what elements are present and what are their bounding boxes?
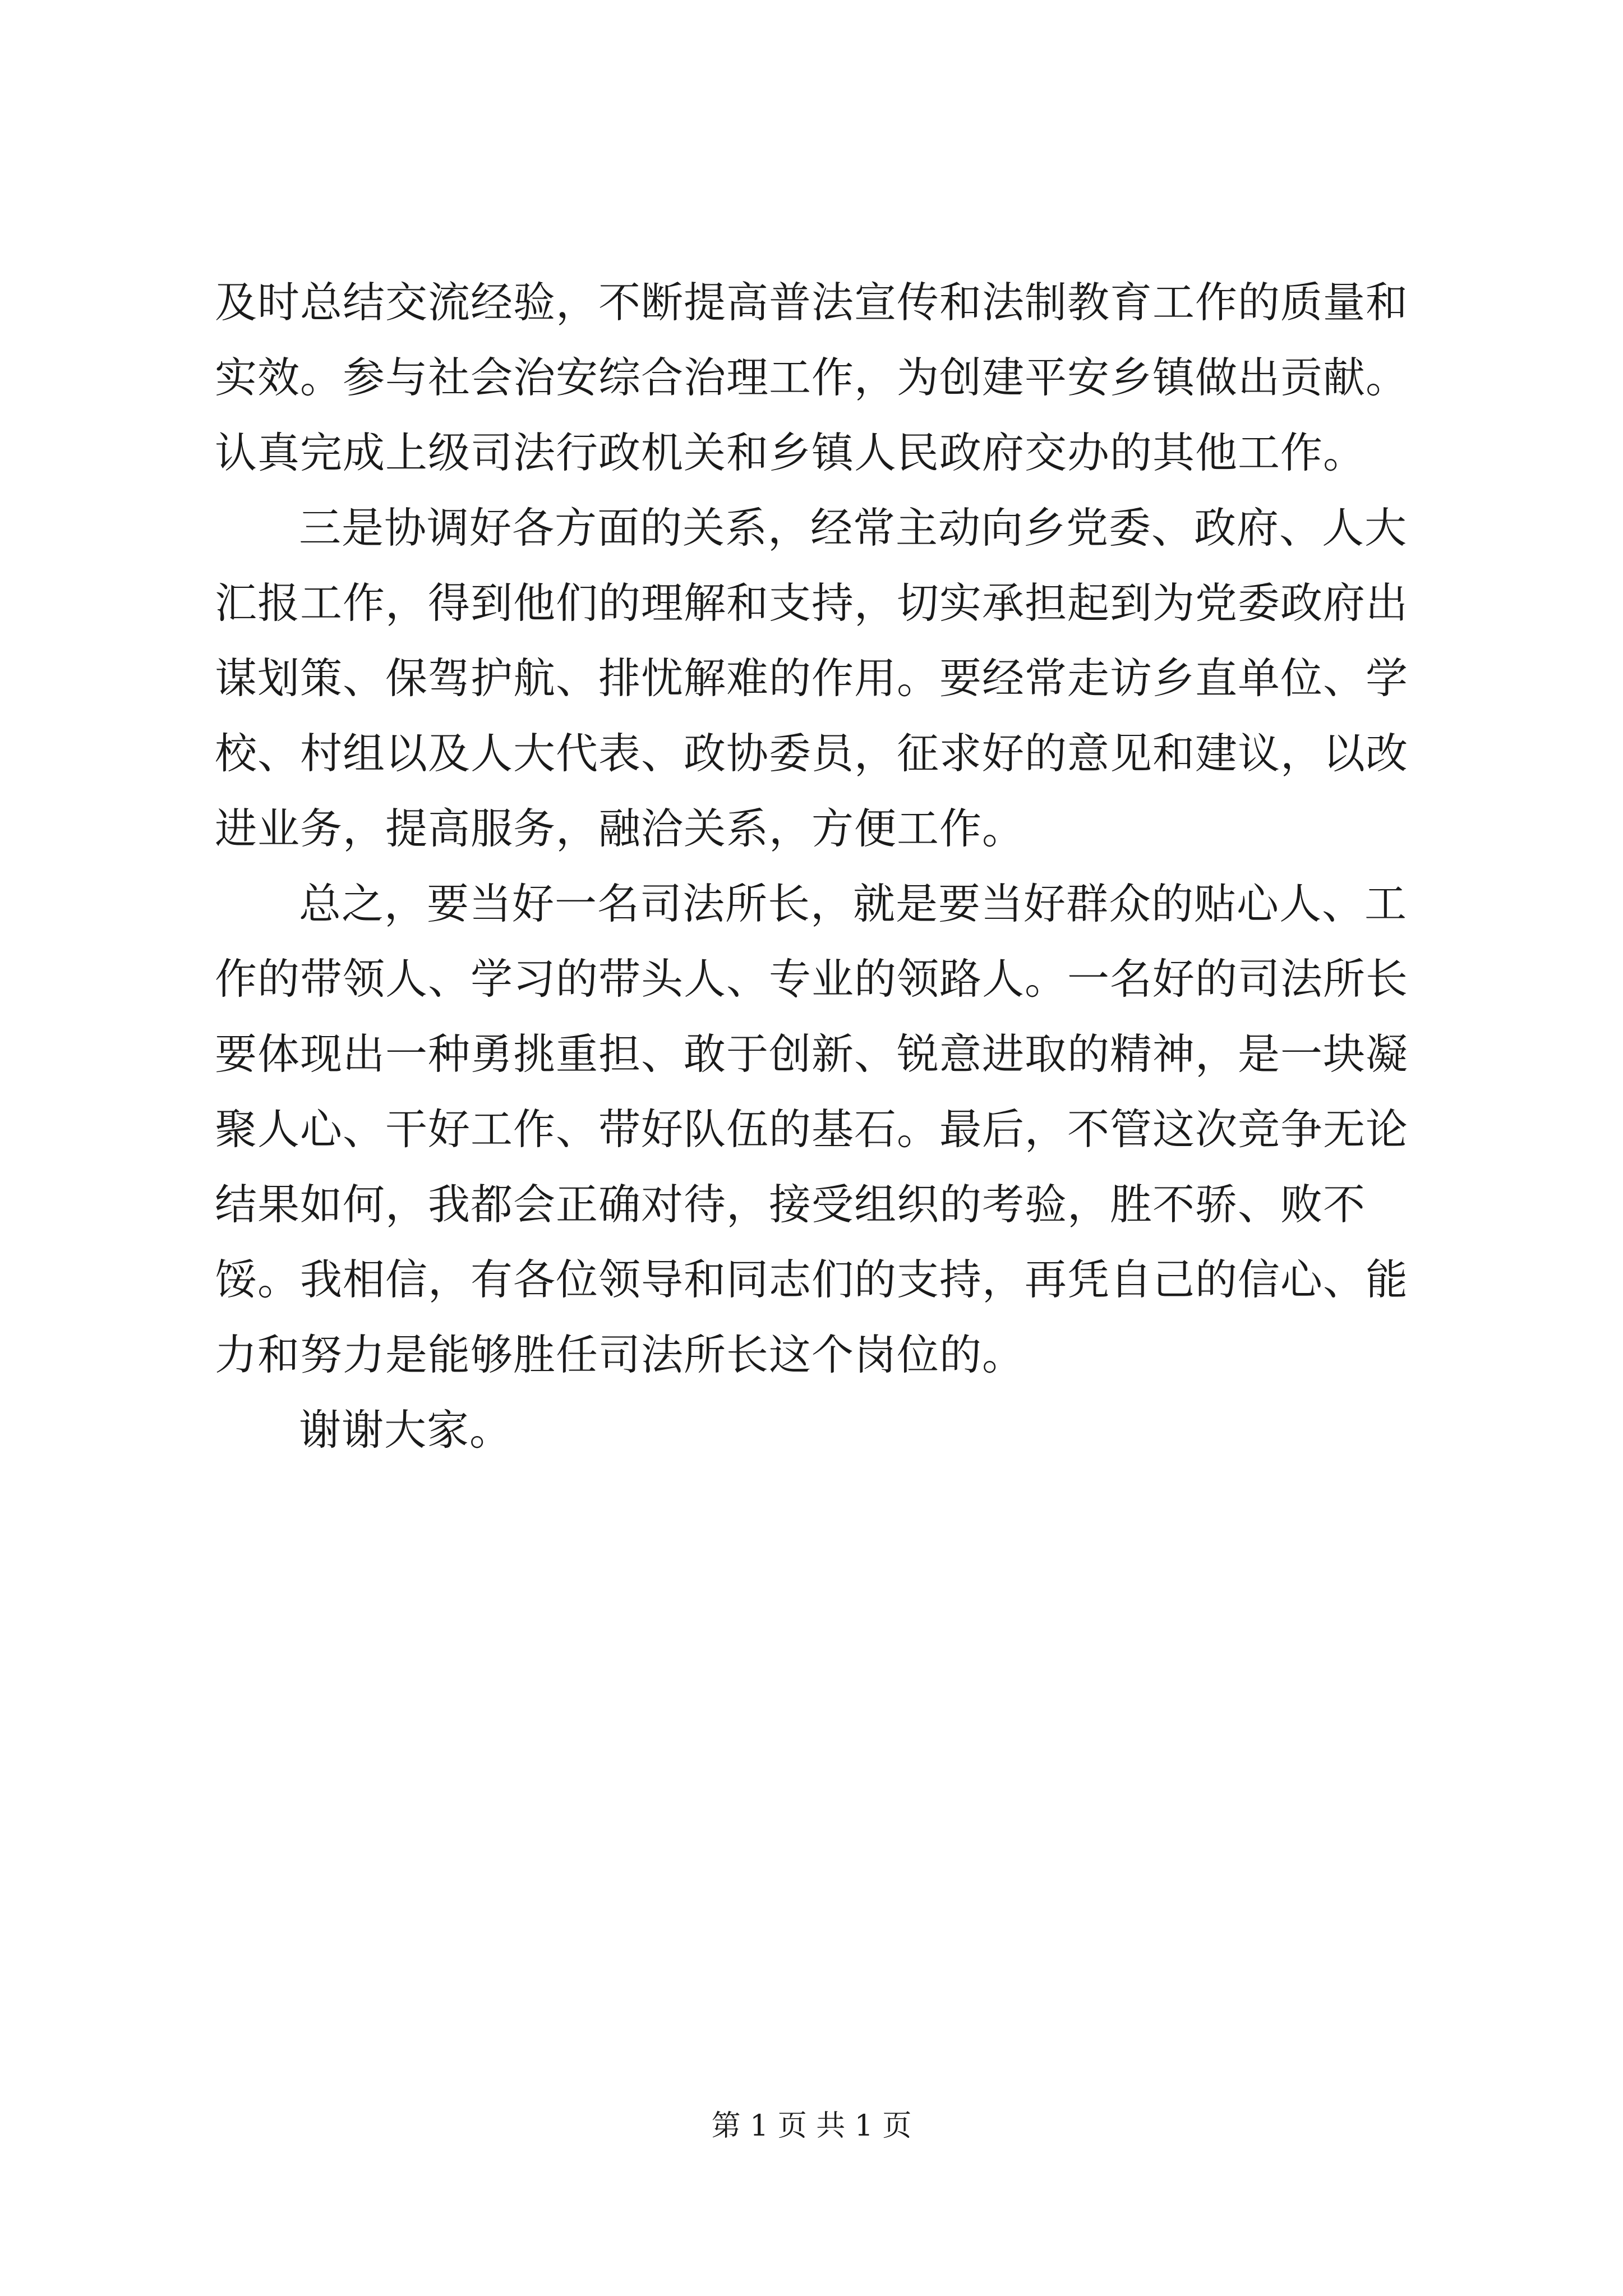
paragraph-continuation: 及时总结交流经验，不断提高普法宣传和法制教育工作的质量和实效。参与社会治安综合治理工作，为创建平安乡镇做出贡献。认真完成上级司法行政机关和乡镇人民政府交办的其他工作。: [215, 278, 1409, 477]
paragraph-thanks: 谢谢大家。: [299, 1405, 513, 1455]
paragraph-coordination: 三是协调好各方面的关系，经常主动向乡党委、政府、人大汇报工作，得到他们的理解和支持，切实承担起到为党委政府出谋划策、保驾护航、排忧解难的作用。要经常走访乡直单位、学校、村组以及人大代表、政协委员，征求好的意见和建议，以改进业务，提高服务，融洽关系，方便工作。: [215, 503, 1409, 853]
paragraph-conclusion: 总之，要当好一名司法所长，就是要当好群众的贴心人、工作的带领人、学习的带头人、专业的领路人。一名好的司法所长要体现出一种勇挑重担、敢于创新、锐意进取的精神，是一块凝聚人心、干好工作、带好队伍的基石。最后，不管这次竞争无论结果如何，我都会正确对待，接受组织的考验，胜不骄、败不馁。我相信，有各位领导和同志们的支持，再凭自己的信心、能力和努力是能够胜任司法所长这个岗位的。: [215, 879, 1409, 1379]
document-body: [215, 265, 1432, 1467]
page-number-footer: 第 1 页 共 1 页: [711, 2109, 912, 2143]
